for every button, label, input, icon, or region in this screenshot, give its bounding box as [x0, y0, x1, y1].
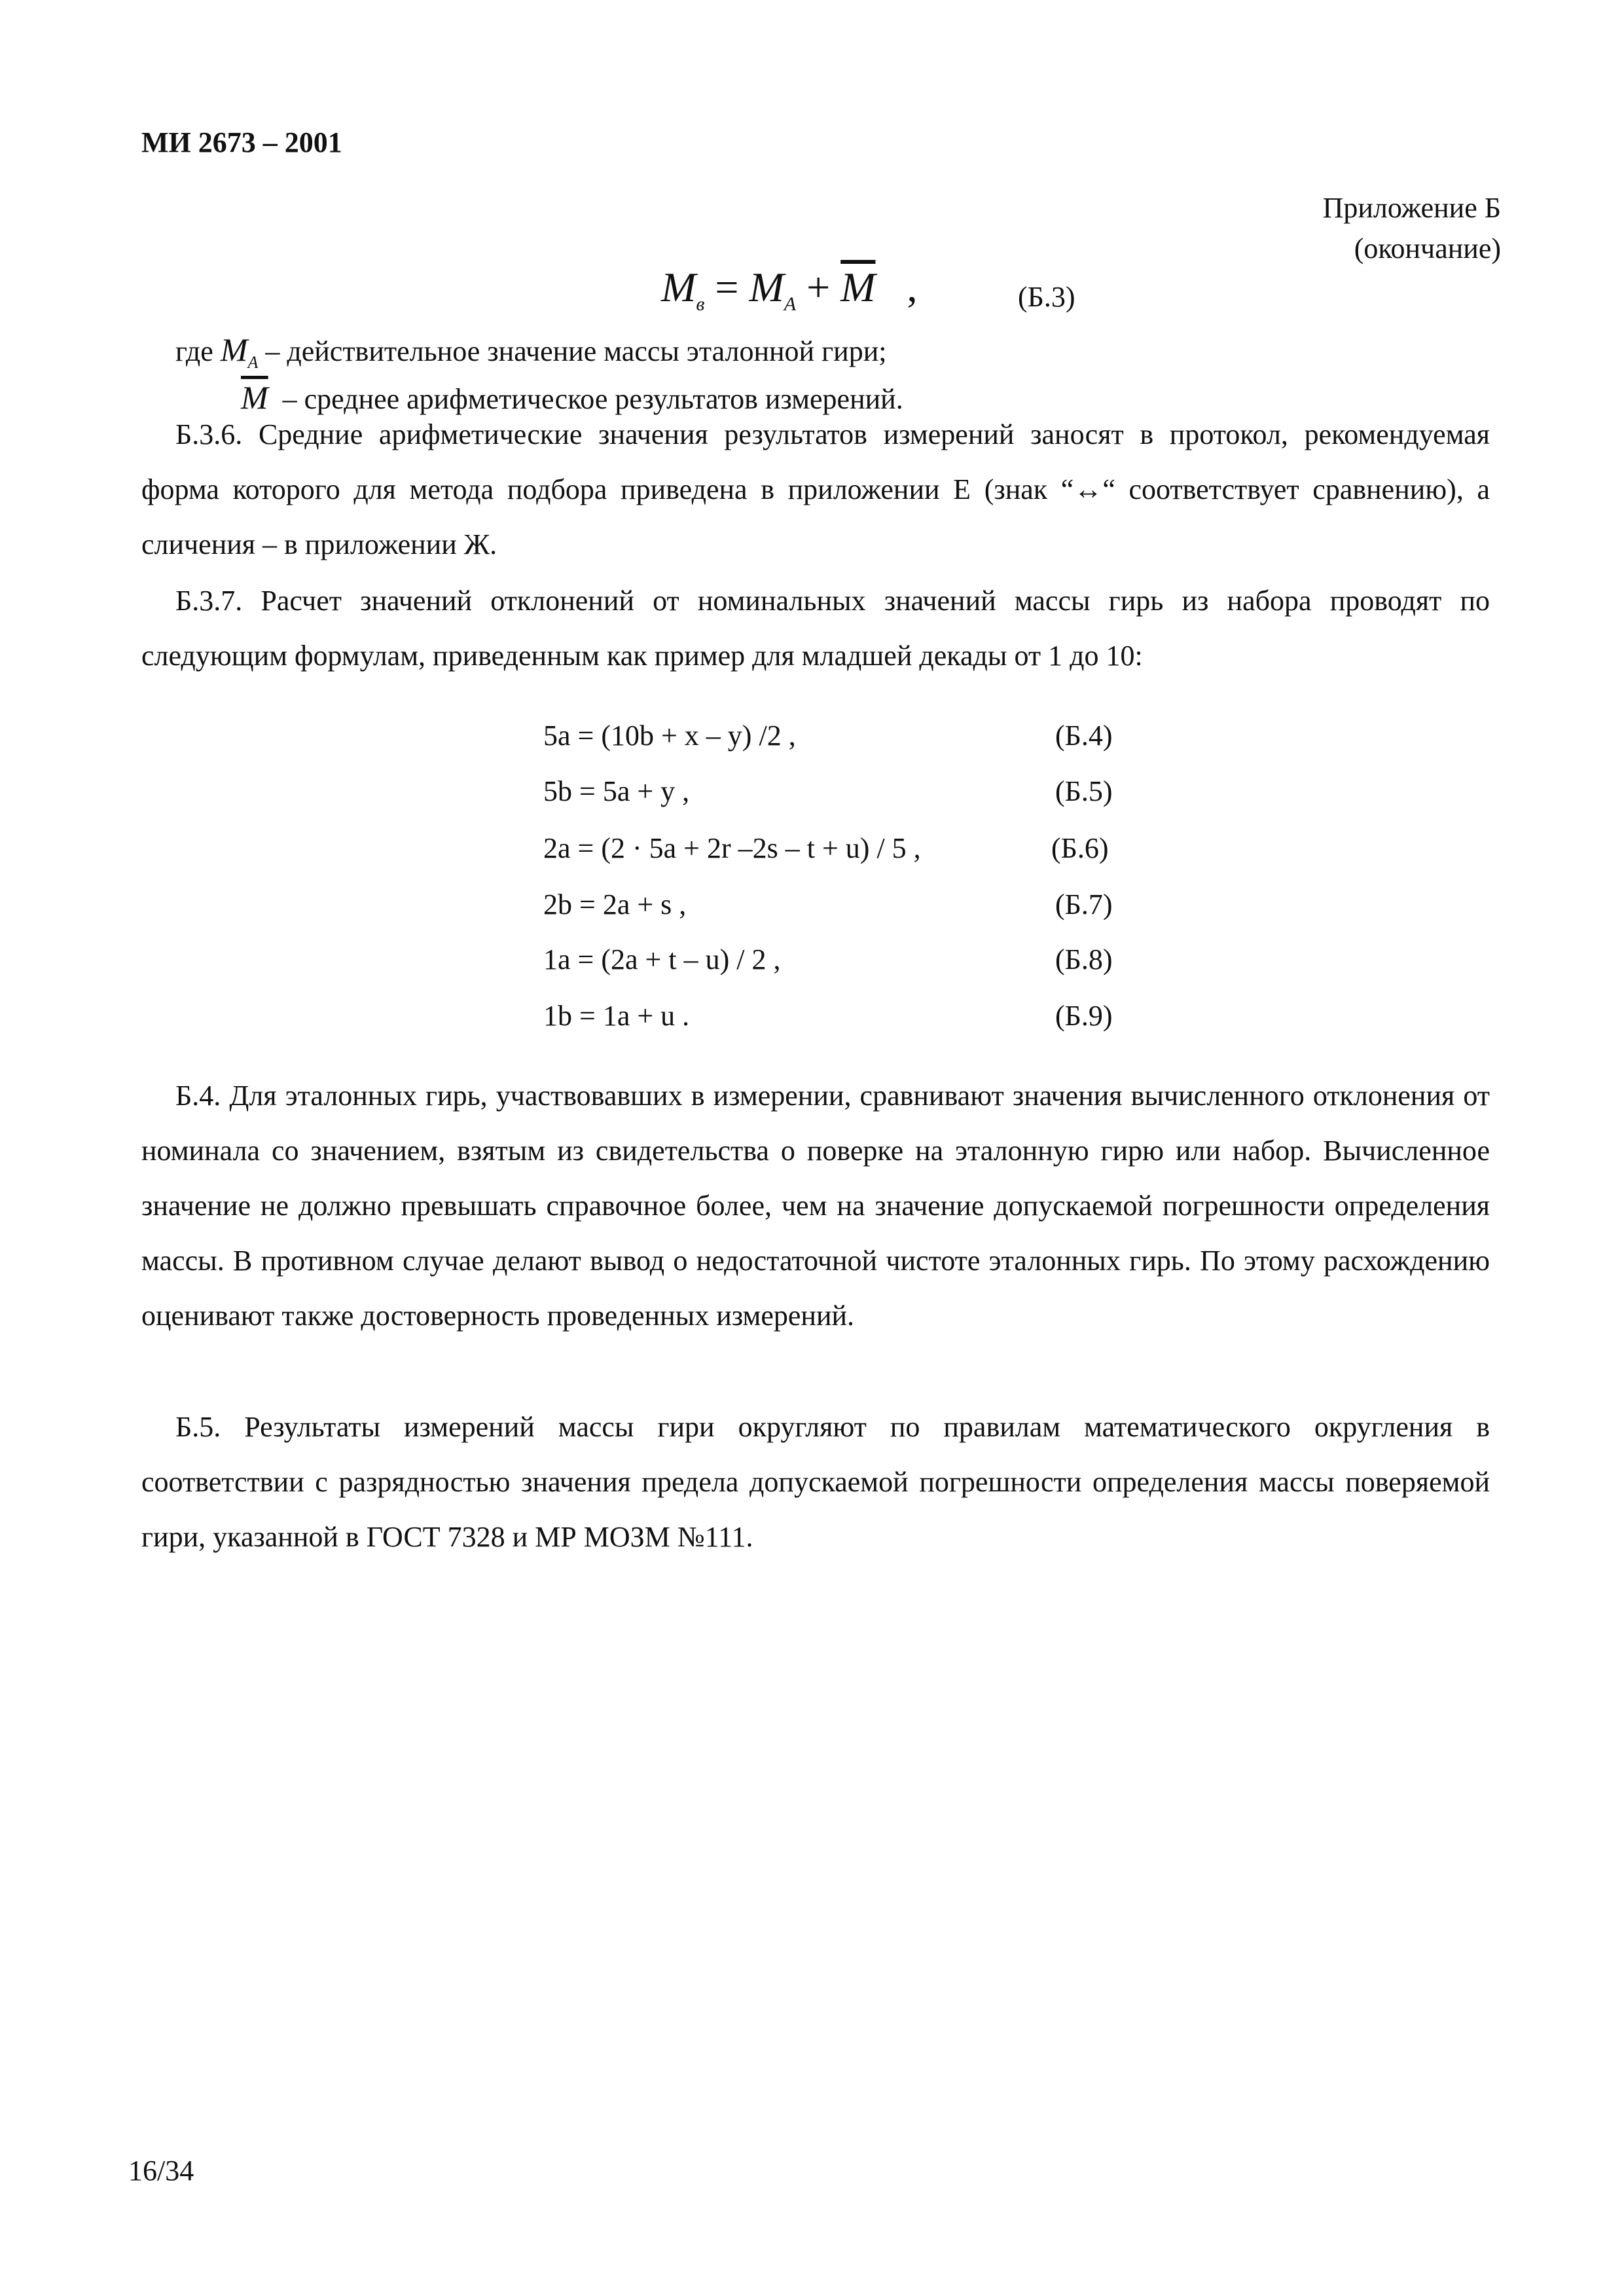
equation-number: (Б.5)	[1055, 775, 1113, 807]
formula-b3	[661, 263, 917, 316]
paragraph-text: Б.3.6. Средние арифметические значения результатов измерений заносят в протокол, рекомендуемая форма которого для метода подбора приведена в приложении Е (знак “↔“ соответствует сравнению), а сличения – в приложении Ж.	[141, 418, 1490, 560]
symbol-m: M	[661, 264, 696, 310]
where-line-1	[175, 331, 886, 373]
paragraph-text: Б.3.7. Расчет значений отклонений от номинальных значений массы гирь из набора проводят по следующим формулам, приведенным как пример для младшей декады от 1 до 10:	[141, 585, 1490, 672]
symbol-m-letter: M	[220, 331, 248, 368]
equation-expression: 2b = 2a + s ,	[543, 888, 687, 920]
subscript: A	[784, 293, 797, 315]
equation-expression: 2a = (2 · 5a + 2r –2s – t + u) / 5 ,	[543, 832, 921, 864]
document-code: МИ 2673 – 2001	[141, 126, 342, 158]
equation-expression: 1a = (2a + t – u) / 2 ,	[543, 943, 781, 975]
where-prefix: где	[175, 335, 213, 367]
equation-expression: 5b = 5a + y ,	[543, 775, 690, 807]
paragraph-text: Б.5. Результаты измерений массы гири округляют по правилам математического округления в соответствии с разрядностью значения предела допускаемой погрешности определения массы поверяемой гири, указанной в ГОСТ 7328 и МР МОЗМ №111.	[141, 1411, 1490, 1553]
equation-number: (Б.4)	[1055, 720, 1113, 752]
subscript: A	[247, 353, 259, 372]
definition-text: – среднее арифметическое результатов измерений.	[282, 383, 903, 415]
appendix-title: Приложение Б	[1322, 192, 1501, 224]
plus-sign: +	[806, 264, 831, 310]
page-number: 16/34	[128, 2155, 194, 2187]
symbol-m: M	[749, 264, 784, 310]
paragraph-b37	[141, 574, 1490, 683]
equals-sign: =	[715, 264, 739, 310]
comma: ,	[907, 264, 918, 310]
equation-expression: 5a = (10b + x – y) /2 ,	[543, 720, 796, 752]
appendix-subtitle: (окончание)	[1354, 232, 1501, 264]
paragraph-b36	[141, 407, 1490, 572]
equation-number: (Б.9)	[1055, 1000, 1113, 1032]
equation-number: (Б.7)	[1055, 888, 1113, 920]
equation-expression: 1b = 1a + u .	[543, 1000, 690, 1032]
equation-number: (Б.6)	[1051, 832, 1109, 864]
symbol-m	[220, 331, 259, 372]
equation-number: (Б.8)	[1055, 943, 1113, 975]
symbol-mean-m: $\overline{M}$	[840, 264, 876, 310]
subscript: в	[696, 293, 705, 315]
paragraph-b4	[141, 1068, 1490, 1343]
symbol-mean-m: $\overline{M}$	[241, 379, 268, 416]
formula-number: (Б.3)	[1018, 281, 1075, 313]
paragraph-b5	[141, 1400, 1490, 1565]
paragraph-text: Б.4. Для эталонных гирь, участвовавших в измерении, сравнивают значения вычисленного отклонения от номинала со значением, взятым из свидетельства о поверке на эталонную гирю или набор. Вычисленное значение не должно превышать справочное более, чем на значение допускаемой погрешности определения массы. В противном случае делают вывод о недостаточной чистоте эталонных гирь. По этому расхождению оценивают также достоверность проведенных измерений.	[141, 1080, 1490, 1332]
definition-text: – действительное значение массы эталонной гири;	[265, 335, 887, 367]
